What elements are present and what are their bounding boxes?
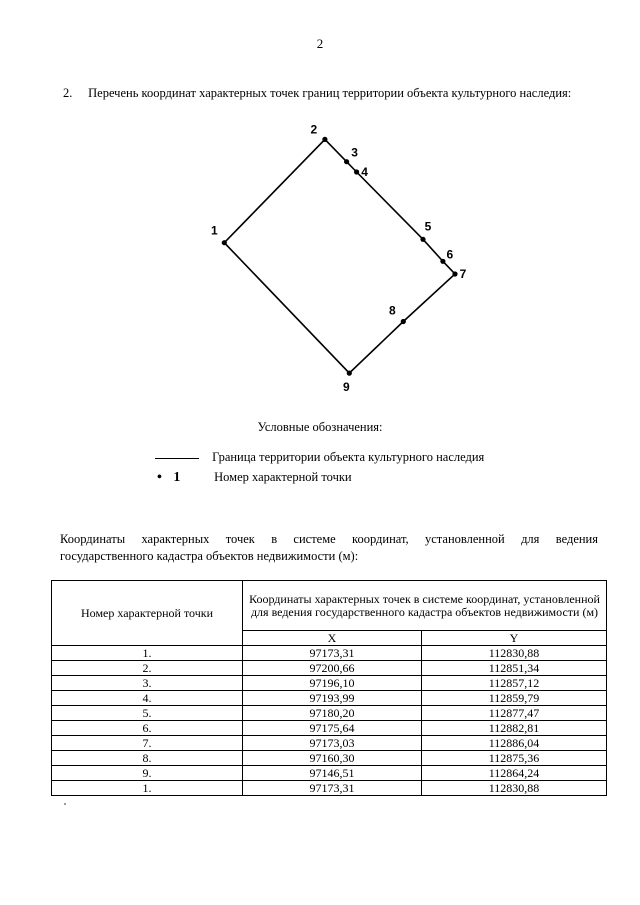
x-cell: 97173,31 [243, 646, 422, 661]
boundary-point-2 [322, 137, 327, 142]
x-cell: 97180,20 [243, 706, 422, 721]
y-cell: 112851,34 [422, 661, 607, 676]
y-cell: 112830,88 [422, 781, 607, 796]
point-label-2: 2 [310, 122, 318, 137]
boundary-point-7 [452, 271, 457, 276]
boundary-line [224, 139, 455, 373]
section-number: 2. [63, 86, 73, 100]
y-cell: 112886,04 [422, 736, 607, 751]
point-label-4: 4 [361, 165, 368, 179]
coordinate-system-header: Координаты характерных точек в системе координат, установленной для ведения государственного кадастра объектов недвижимости (м) [243, 581, 607, 631]
y-cell: 112877,47 [422, 706, 607, 721]
y-cell: 112882,81 [422, 721, 607, 736]
point-number-cell: 7. [52, 736, 243, 751]
boundary-point-5 [420, 237, 425, 242]
boundary-diagram [0, 0, 640, 410]
table-row [52, 661, 607, 676]
boundary-point-6 [440, 259, 445, 264]
point-number-cell: 8. [52, 751, 243, 766]
page-number: 2 [316, 36, 324, 51]
y-cell: 112830,88 [422, 646, 607, 661]
scan-speck [64, 803, 66, 805]
point-number-cell: 3. [52, 676, 243, 691]
legend-boundary [155, 450, 484, 465]
point-number-cell: 2. [52, 661, 243, 676]
boundary-point-9 [347, 371, 352, 376]
point-number-cell: 4. [52, 691, 243, 706]
x-cell: 97193,99 [243, 691, 422, 706]
legend-title: Условные обозначения: [257, 420, 383, 434]
x-cell: 97173,03 [243, 736, 422, 751]
x-cell: 97146,51 [243, 766, 422, 781]
table-row [52, 721, 607, 736]
point-number-header: Номер характерной точки [52, 581, 243, 646]
table-row [52, 646, 607, 661]
y-header: Y [422, 631, 607, 646]
legend-point-label: Номер характерной точки [214, 470, 352, 484]
intro-line-2: государственного кадастра объектов недвижимости (м): [60, 549, 359, 563]
boundary-point-3 [344, 159, 349, 164]
legend-point [155, 470, 352, 485]
x-cell: 97196,10 [243, 676, 422, 691]
table-row [52, 766, 607, 781]
table-row [52, 706, 607, 721]
x-cell: 97160,30 [243, 751, 422, 766]
table-row [52, 751, 607, 766]
table-row [52, 736, 607, 751]
section-title: Перечень координат характерных точек границ территории объекта культурного наследия: [88, 86, 572, 100]
coordinates-table [51, 580, 607, 796]
point-sample: • 1 [157, 470, 185, 486]
point-label-8: 8 [388, 303, 396, 318]
coordinates-intro [60, 531, 598, 565]
boundary-point-8 [401, 319, 406, 324]
x-cell: 97200,66 [243, 661, 422, 676]
point-number-cell: 6. [52, 721, 243, 736]
point-number-cell: 1. [52, 646, 243, 661]
table-row [52, 691, 607, 706]
y-cell: 112859,79 [422, 691, 607, 706]
point-label-6: 6 [446, 247, 454, 262]
legend-boundary-label: Граница территории объекта культурного наследия [212, 450, 485, 464]
y-cell: 112857,12 [422, 676, 607, 691]
y-cell: 112864,24 [422, 766, 607, 781]
point-label-3: 3 [351, 145, 358, 160]
point-label-5: 5 [424, 219, 432, 234]
x-cell: 97175,64 [243, 721, 422, 736]
intro-line-1: Координаты характерных точек в системе координат, установленной для ведения [60, 532, 598, 546]
point-number-cell: 9. [52, 766, 243, 781]
point-number-cell: 1. [52, 781, 243, 796]
y-cell: 112875,36 [422, 751, 607, 766]
x-header: X [243, 631, 422, 646]
x-cell: 97173,31 [243, 781, 422, 796]
table-row [52, 781, 607, 796]
point-label-9: 9 [342, 380, 350, 395]
point-label-1: 1 [210, 223, 218, 238]
boundary-point-4 [354, 169, 359, 174]
boundary-point-1 [222, 240, 227, 245]
point-label-7: 7 [459, 267, 467, 281]
table-row [52, 676, 607, 691]
boundary-line-sample [155, 458, 199, 459]
point-number-cell: 5. [52, 706, 243, 721]
